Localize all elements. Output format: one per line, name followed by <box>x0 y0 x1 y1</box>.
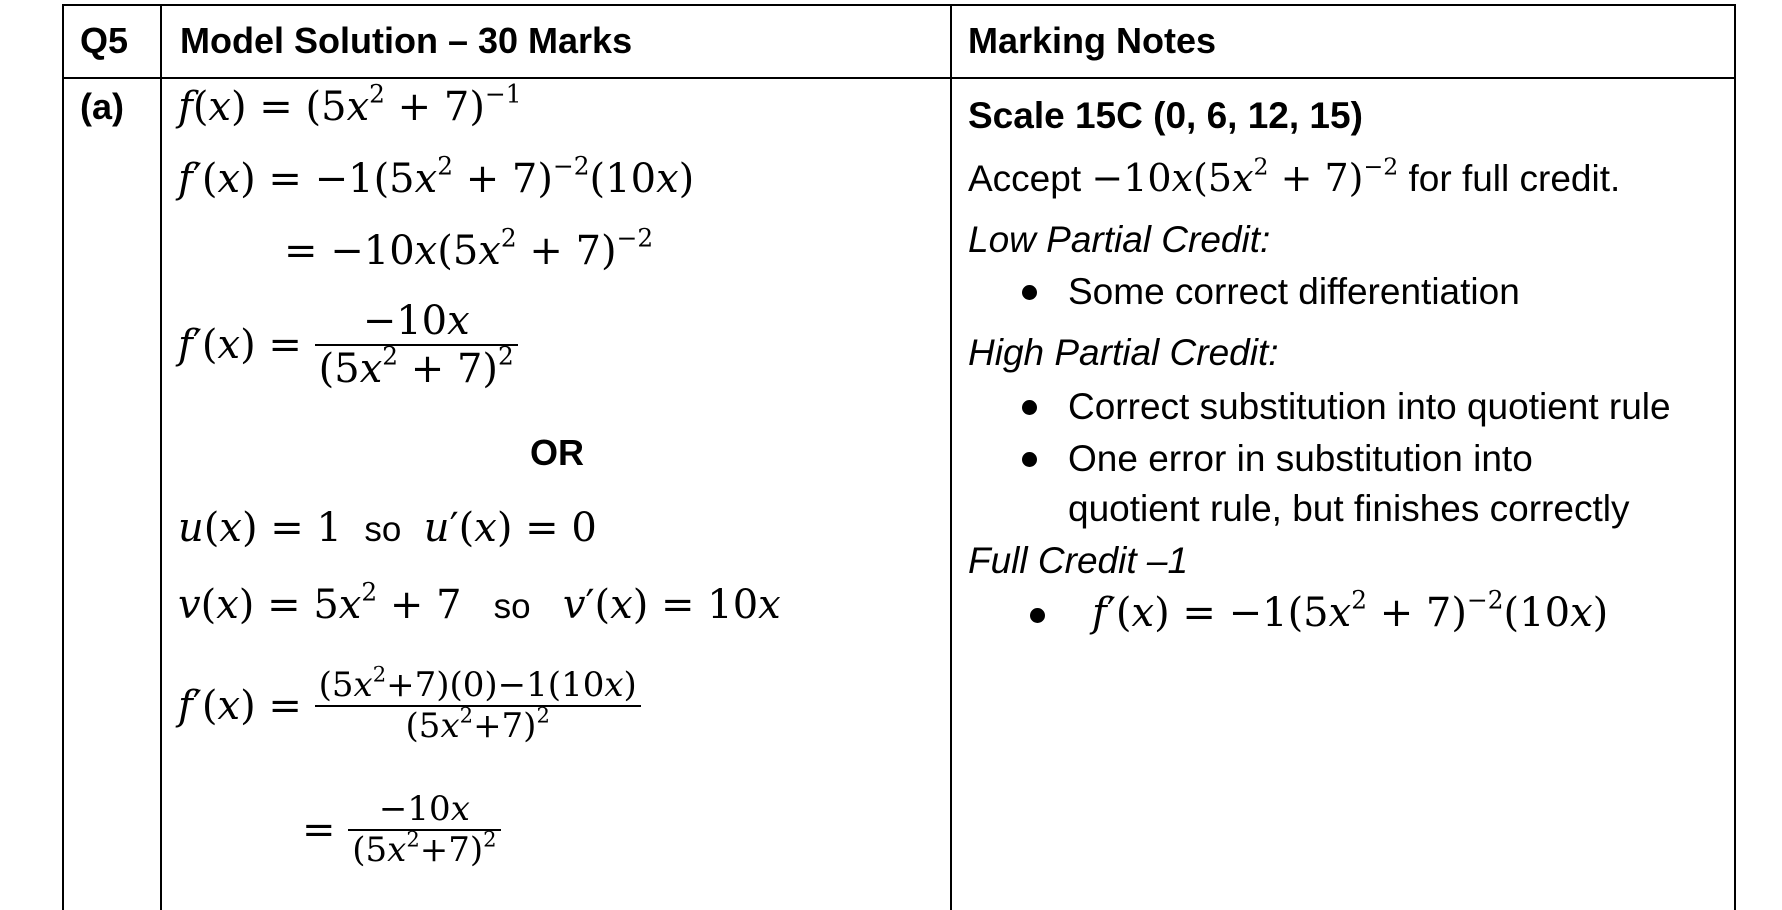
table-column-divider-1 <box>160 4 162 910</box>
accept-expression: $-10x(5x^2 + 7)^{-2}$ <box>1091 152 1399 200</box>
solution-line-6: $v(x) = 5x^2 + 7$ so v′(x) = 10x <box>178 577 781 628</box>
bullet-icon <box>1022 452 1037 467</box>
part-label: (a) <box>80 86 124 127</box>
scale-heading: Scale 15C (0, 6, 12, 15) <box>968 95 1363 136</box>
low-partial-item-1: Some correct differentiation <box>1068 271 1520 312</box>
high-partial-item-2-line-1: One error in substitution into <box>1068 438 1533 479</box>
bullet-icon <box>1022 285 1037 300</box>
table-border-right <box>1734 4 1736 910</box>
high-partial-item-1: Correct substitution into quotient rule <box>1068 386 1671 427</box>
table-border-left <box>62 4 64 910</box>
high-partial-credit-heading: High Partial Credit: <box>968 332 1279 373</box>
solution-line-4: f′(x) = $\frac{-10x}{(5x^2 + 7)^2}$ <box>178 298 518 392</box>
or-separator: OR <box>530 432 584 473</box>
header-row-divider <box>62 77 1736 79</box>
accept-prefix: Accept <box>968 158 1092 199</box>
header-notes-title: Marking Notes <box>968 20 1217 61</box>
solution-line-7: f′(x) = $\frac{(5x^2+7)(0)-1(10x)}{(5x^2+7)^2}$ <box>178 666 641 746</box>
low-partial-credit-heading: Low Partial Credit: <box>968 219 1271 260</box>
solution-line-2: $f'(x) = -1(5x^2 + 7)^{-2}(10x)$ <box>178 151 695 202</box>
table-border-top <box>62 4 1736 6</box>
header-solution-title: Model Solution – 30 Marks <box>180 20 633 61</box>
accept-suffix: for full credit. <box>1398 158 1621 199</box>
high-partial-item-2-line-2: quotient rule, but finishes correctly <box>1068 488 1630 529</box>
solution-line-8: = $\frac{-10x}{(5x^2+7)^2}$ <box>302 790 501 870</box>
bullet-icon <box>1022 400 1037 415</box>
solution-line-1: $f(x) = (5x^2 + 7)^{-1}$ <box>178 79 522 130</box>
full-credit-heading: Full Credit –1 <box>968 540 1189 581</box>
table-column-divider-2 <box>950 4 952 910</box>
solution-line-5: u(x) = 1 so u′(x) = 0 <box>178 505 597 551</box>
solution-line-3: = $-10x(5x^2 + 7)^{-2}$ <box>284 223 654 274</box>
bullet-icon <box>1030 608 1045 623</box>
header-question-number: Q5 <box>80 20 129 61</box>
full-credit-item-1: $f'(x) = -1(5x^2 + 7)^{-2}(10x)$ <box>1092 585 1609 636</box>
accept-line <box>968 152 1621 200</box>
